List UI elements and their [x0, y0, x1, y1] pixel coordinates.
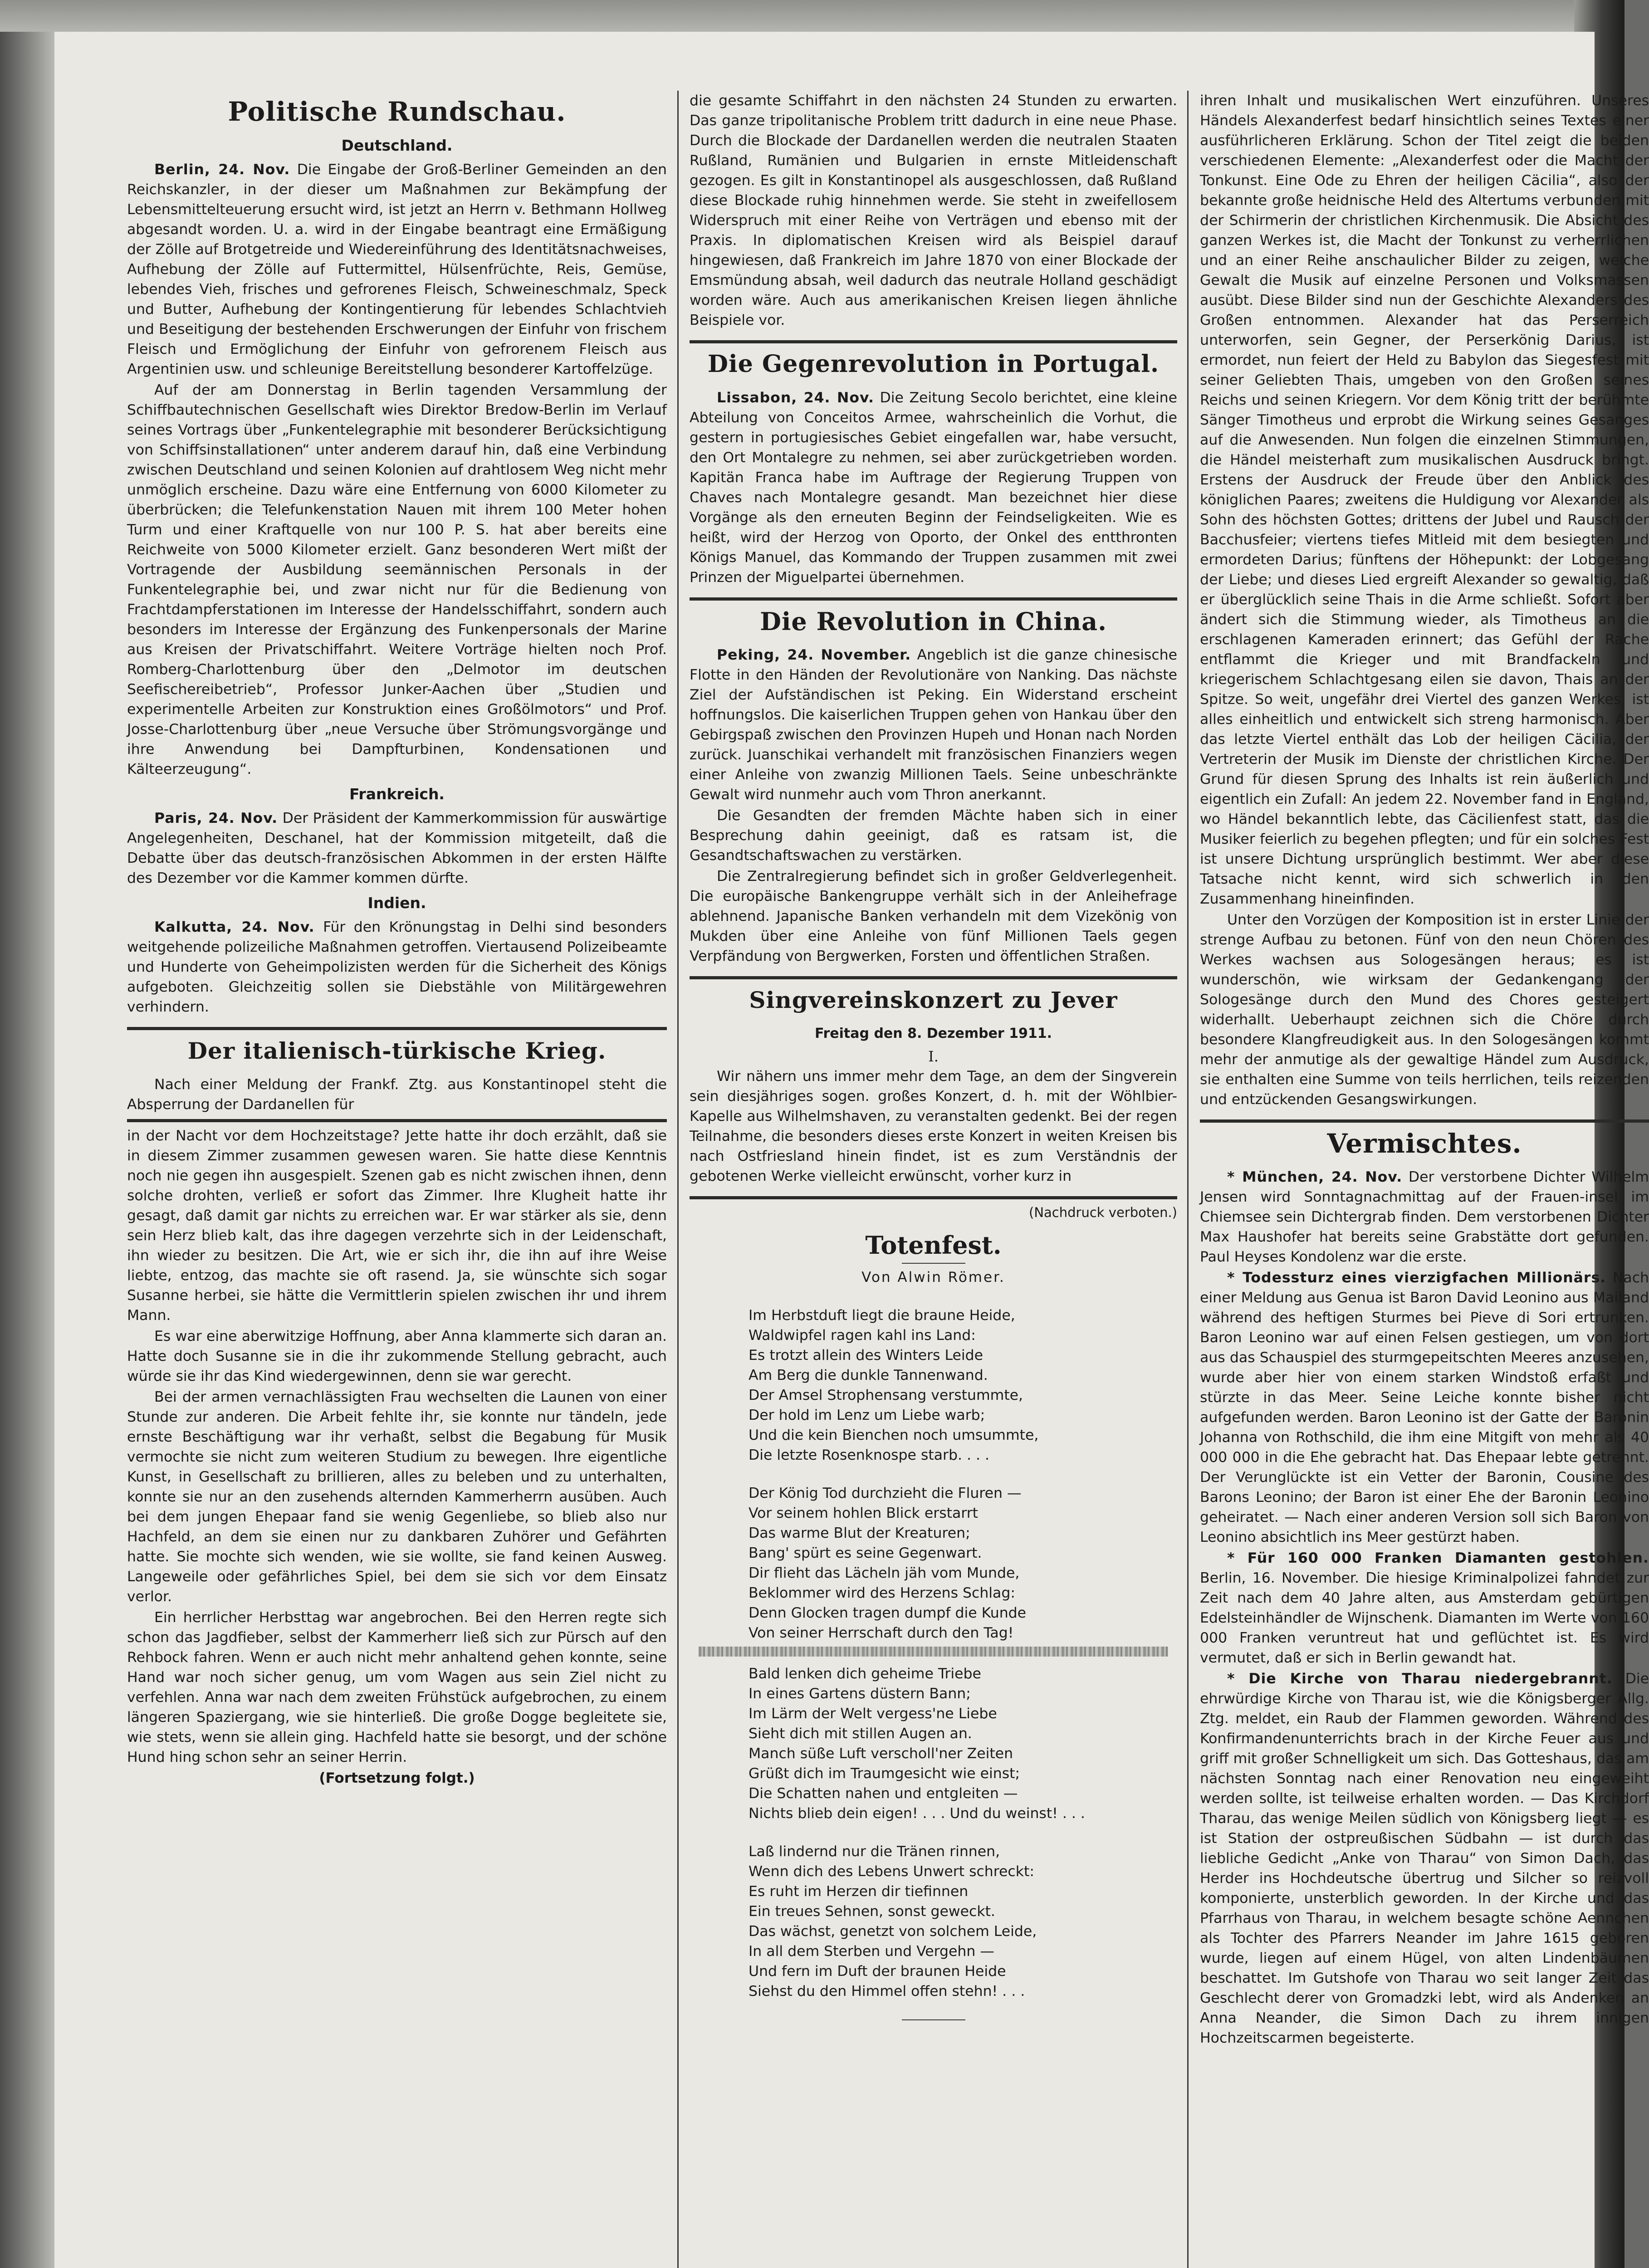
verse-line: Grüßt dich im Traumgesicht wie einst; [749, 1765, 1020, 1782]
news-item [1200, 1167, 1649, 1267]
verse-line: Und fern im Duft der braunen Heide [749, 1963, 1006, 1980]
article-paragraph [127, 160, 667, 379]
paragraph-text: Die ehrwürdige Kirche von Tharau ist, wie die Königsberger Allg. Ztg. meldet, ein Raub der Flammen geworden. Während des Konfirmandenunterrichts brach in der Kirche Feuer aus und griff mit großer Schnelligkeit um sich. Das Gotteshaus, das am nächsten Sonntag nach einer Renovation neu eingeweiht werden sollte, ist teilweise erhalten worden. — Das Kirchdorf Tharau, das wenige Meilen südlich von Königsberg liegt — es ist Station der ostpreußischen Südbahn — ist durch das liebliche Gedicht „Anke von Tharau“ von Simon Dach, das Herder ins Hochdeutsche übertrug und Silcher so reizvoll komponierte, unsterblich geworden. In der Kirche und das Pfarrhaus von Tharau, in welchem besagte schöne Aennchen als Tochter des Pfarrers Neander im Jahre 1615 geboren wurde, liegen auf einem Hügel, von alten Lindenbäumen beschattet. Im Gutshofe von Tharau wo seit langer Zeit das Geschlecht derer von Gromadzki lebt, wird als Andenken an Anna Neander, die Simon Dach zu ihrem innigen Hochzeitscarmen begeisterte. [1200, 1671, 1649, 2046]
continuation-note: (Fortsetzung folgt.) [319, 1770, 475, 1786]
section-rule [690, 597, 1177, 601]
paragraph-text: Der Präsident der Kammerkommission für auswärtige Angelegenheiten, Deschanel, hat der Kommission mitgeteilt, daß die Debatte über das deutsch-französischen Abkommen in der ersten Hälfte des Dezember vor die Kammer kommen dürfte. [127, 810, 667, 886]
verse-line: Im Lärm der Welt vergess'ne Liebe [749, 1706, 997, 1722]
feuilleton-paragraph: Ein herrlicher Herbsttag war angebrochen. Bei den Herren regte sich schon das Jagdfieber, selbst der Kammerherr ließ sich zur Pürsch auf den Rehbock fahren. Wenn er auch nicht mehr anhaltend gehen konnte, seine Hand war noch sicher genug, um vom Wagen aus sein Ziel nicht zu verfehlen. Anna war nach dem zweiten Frühstück aufgebrochen, zu einem längeren Spaziergang, wie sie hinterließ. Die große Dogge begleitete sie, wie stets, wenn sie allein ging. Hachfeld hatte sie besorgt, und der schöne Hund hing schon sehr an seiner Herrin. [127, 1609, 667, 1765]
column-divider [677, 91, 679, 2268]
section-rule [1200, 1119, 1649, 1123]
poem-stanza [749, 1483, 1177, 1643]
newspaper-page [54, 32, 1649, 2268]
column-left [127, 91, 667, 2268]
verse-line: Am Berg die dunkle Tannenwand. [749, 1367, 988, 1383]
verse-line: Denn Glocken tragen dumpf die Kunde [749, 1605, 1027, 1621]
verse-line: Es ruht im Herzen dir tiefinnen [749, 1883, 969, 1900]
scan-edge-left [0, 0, 54, 2268]
verse-line: In eines Gartens düstern Bann; [749, 1686, 971, 1702]
dateline: Berlin, 24. Nov. [154, 161, 290, 178]
feuilleton-rule [127, 1119, 667, 1122]
verse-line: Bald lenken dich geheime Triebe [749, 1666, 981, 1682]
poem-byline: Von Alwin Römer. [861, 1269, 1005, 1286]
verse-line: Vor seinem hohlen Blick erstarrt [749, 1505, 979, 1521]
section-title-china: Die Revolution in China. [760, 607, 1107, 636]
news-item [1200, 1669, 1649, 2048]
verse-line: Der Amsel Strophensang verstummte, [749, 1387, 1023, 1403]
verse-line: Es trotzt allein des Winters Leide [749, 1347, 983, 1364]
article-paragraph: ihren Inhalt und musikalischen Wert einzuführen. Unseres Händels Alexanderfest bedarf hinsichtlich seines Textes einer ausführlicheren Erklärung. Schon der Titel zeigt die beiden verschiedenen Elemente: „Alexanderfest oder die Macht der Tonkunst. Eine Ode zu Ehren der heiligen Cäcilia“, also der bekannte große heidnische Held des Altertums verbunden mit der Schirmerin der christlichen Kirchenmusik. Die Absicht des ganzen Werkes ist, die Macht der Tonkunst zu verherrlichen und an einer Reihe anschaulicher Bilder zu zeigen, welche Gewalt die Musik auf einzelne Personen und Volksmassen ausübt. Diese Bilder sind nun der Geschichte Alexanders des Großen entnommen. Alexander hat das Perserreich unterworfen, sein Gegner, der Perserkönig Darius, ist ermordet, nun feiert der Held zu Babylon das Siegesfest mit seiner Geliebten Thais, umgeben von den Großen seines Reichs und seinen Kriegern. Vor dem König tritt der berühmte Sänger Timotheus und erprobt die Wirkung seines Gesanges auf die Anwesenden. Nun folgen die einzelnen Stimmungen, die Händel meisterhaft zum musikalischen Ausdruck bringt. Erstens der Ausdruck der Freude über den Anblick des königlichen Paares; zweitens die Huldigung vor Alexander als Sohn des höchsten Gottes; drittens der Jubel und Rausch der Bacchusfeier; viertens tiefes Mitleid mit dem besiegten und ermordeten Darius; fünftens der Höhepunkt: der Lobgesang der Liebe; und dieses Lied ergreift Alexander so gewaltig, daß er überglücklich seine Thais in die Arme schließt. Sofort aber ändert sich die Stimmung wieder, als Timotheus an die erschlagenen Kameraden erinnert; das Gefühl der Rache entflammt die Krieger und mit Brandfackeln und kriegerischem Schlachtgesang eilen sie davon, Thais an der Spitze. So weit, ungefähr drei Viertel des ganzen Werkes, ist alles einheitlich und entwickelt sich streng harmonisch. Aber das letzte Viertel enthält das Lob der heiligen Cäcilia, der Vertreterin der Musik im Dienste der christlichen Kirche. Der Grund für diesen Sprung des Inhalts ist rein äußerlich und eigentlich ein Zufall: An jedem 22. November fand in England, wo Händel bekanntlich lebte, das Cäcilienfest statt, das die Musiker feierlich zu begehen pflegten; und für ein solches Fest ist unsere Dichtung ursprünglich bestimmt. Wer aber diese Tatsache nicht kennt, wird sich schwerlich in den Zusammenhang hineinfinden. [1200, 93, 1649, 907]
scan-edge-top [0, 0, 1625, 32]
section-title-rundschau: Politische Rundschau. [228, 96, 566, 127]
dateline: Paris, 24. Nov. [154, 810, 278, 826]
verse-line: Laß lindernd nur die Tränen rinnen, [749, 1843, 1000, 1860]
poem-stanza [749, 1664, 1177, 1823]
article-paragraph [690, 645, 1177, 805]
verse-line: Der König Tod durchzieht die Fluren — [749, 1485, 1022, 1501]
subhead-frankreich: Frankreich. [349, 785, 445, 803]
item-headline: * Todessturz eines vierzigfachen Millionärs. [1227, 1270, 1606, 1286]
paragraph-text: Für den Krönungstag in Delhi sind besonders weitgehende polizeiliche Maßnahmen getroffen. Viertausend Polizeibeamte und Hunderte von Geheimpolizisten werden für die Sicherheit des Königs aufgeboten. Gleichzeitig sollen sie Diebstähle von Militärgewehren verhindern. [127, 919, 667, 1015]
section-rule [690, 976, 1177, 979]
item-headline: * Die Kirche von Tharau niedergebrannt. [1227, 1671, 1613, 1687]
paragraph-text: Angeblich ist die ganze chinesische Flotte in den Händen der Revolutionäre von Nanking. Das nächste Ziel der Aufständischen ist Peking. Ein Widerstand erscheint hoffnungslos. Die kaiserlichen Truppen gehen von Hankau über den Gebirgspaß zwischen den Provinzen Hupeh und Honan nach Norden zurück. Juanschikai verhandelt mit französischen Finanziers wegen einer Anleihe von zwanzig Millionen Taels. Seine unbeschränkte Gewalt wird nunmehr auch vom Thron anerkannt. [690, 647, 1177, 803]
article-paragraph: Unter den Vorzügen der Komposition ist in erster Linie der strenge Aufbau zu betonen. Fünf von den neun Chören des Werkes wachsen aus Sologesängen heraus; es ist wunderschön, wie wirksam der Gedankengang der Sologesänge durch den Mund des Chores gesteigert widerhallt. Ueberhaupt zeichnen sich die Chöre durch besondere Klangfreudigkeit aus. In den Sologesängen kommt mehr der anmutige als der gewaltige Händel zum Ausdruck, sie enthalten eine Summe von teils herrlichen, teils reizenden und entzückenden Gesangswirkungen. [1200, 912, 1649, 1108]
item-headline: * Für 160 000 Franken Diamanten gestohlen. [1227, 1550, 1649, 1566]
section-rule [690, 340, 1177, 343]
verse-line: Ein treues Sehnen, sonst geweckt. [749, 1903, 995, 1920]
print-smudge [699, 1647, 1168, 1657]
section-title-portugal: Die Gegenrevolution in Portugal. [707, 350, 1160, 378]
poem-stanza [749, 1305, 1177, 1465]
dateline: * München, 24. Nov. [1227, 1169, 1403, 1185]
end-rule [902, 2019, 965, 2020]
verse-line: Manch süße Luft verscholl'ner Zeiten [749, 1745, 1013, 1762]
poem-title: Totenfest. [865, 1231, 1002, 1260]
verse-line: Sieht dich mit stillen Augen an. [749, 1725, 972, 1742]
verse-line: Im Herbstduft liegt die braune Heide, [749, 1307, 1015, 1324]
reprint-notice: (Nachdruck verboten.) [1029, 1205, 1177, 1220]
subhead-deutschland: Deutschland. [341, 137, 453, 154]
paragraph-text: Berlin, 16. November. Die hiesige Kriminalpolizei fahndet zur Zeit nach dem 40 Jahre alten, aus Amsterdam gebürtigen Edelsteinhändler de Wijnschenk. Diamanten im Werte von 160 000 Franken veruntreut hat und geflüchtet ist. Es wird vermutet, daß er sich in Berlin gewandt hat. [1200, 1570, 1649, 1666]
feuilleton-rule [690, 1196, 1177, 1199]
verse-line: Dir flieht das Lächeln jäh vom Munde, [749, 1565, 1020, 1581]
article-paragraph: Nach einer Meldung der Frankf. Ztg. aus Konstantinopel steht die Absperrung der Dardanellen für [127, 1076, 667, 1113]
article-paragraph: Die Gesandten der fremden Mächte haben sich in einer Besprechung dahin geeinigt, daß es ratsam ist, die Gesandtschaftswachen zu verstärken. [690, 807, 1177, 864]
verse-line: Der hold im Lenz um Liebe warb; [749, 1407, 985, 1423]
article-paragraph [690, 388, 1177, 587]
verse-line: Wenn dich des Lebens Unwert schreckt: [749, 1863, 1034, 1880]
article-paragraph: Wir nähern uns immer mehr dem Tage, an dem der Singverein sein diesjähriges sogen. großes Konzert, d. h. mit der Wöhlbier-Kapelle aus Wilhelmshaven, zu veranstalten gedenkt. Bei der regen Teilnahme, die besonders dieses erste Konzert in weiten Kreisen bis nach Ostfriesland hinein findet, ist es zum Verständnis der gebotenen Werke vielleicht erwünscht, vorher kurz in [690, 1068, 1177, 1184]
verse-line: Nichts blieb dein eigen! . . . Und du weinst! . . . [749, 1805, 1085, 1822]
dateline: Peking, 24. November. [717, 647, 911, 663]
verse-line: Von seiner Herrschaft durch den Tag! [749, 1625, 1014, 1641]
feuilleton-paragraph: Es war eine aberwitzige Hoffnung, aber Anna klammerte sich daran an. Hatte doch Susanne sie in die ihr zukommende Stellung gebracht, auch würde sie ihr das Kind wiedergewinnen, denn sie war gerecht. [127, 1328, 667, 1384]
verse-line: Waldwipfel ragen kahl ins Land: [749, 1327, 976, 1344]
article-paragraph [127, 917, 667, 1017]
paragraph-text: Die Zeitung Secolo berichtet, eine kleine Abteilung von Conceitos Armee, wahrscheinlich die Vorhut, die gestern in portugiesisches Gebiet eingefallen war, habe versucht, den Ort Montalegre zu nehmen, sei aber zurückgetrieben worden. Kapitän Franca habe im Auftrage der Regierung Truppen von Chaves nach Montalegre gesandt. Man bezeichnet hier diese Vorgänge als den erneuten Beginn der Feindseligkeiten. Wie es heißt, wird der Herzog von Oporto, der Onkel des entthronten Königs Manuel, das Kommando der Truppen zusammen mit zwei Prinzen der Miguelpartei übernehmen. [690, 390, 1178, 586]
subhead-indien: Indien. [367, 894, 426, 912]
section-title-konzert: Singvereinskonzert zu Jever [749, 987, 1118, 1013]
verse-line: Das warme Blut der Kreaturen; [749, 1525, 970, 1541]
verse-line: Die letzte Rosenknospe starb. . . . [749, 1447, 990, 1463]
verse-line: Die Schatten nahen und entgleiten — [749, 1785, 1018, 1802]
paragraph-text: Die Eingabe der Groß-Berliner Gemeinden an den Reichskanzler, in der dieser um Maßnahmen zur Bekämpfung der Lebensmittelteuerung ersucht wird, ist jetzt an Herrn v. Bethmann Hollweg abgesandt worden. U. a. wird in der Eingabe beantragt eine Ermäßigung der Zölle auf Brotgetreide und Wiedereinführung des Identitätsnachweises, Aufhebung der Zölle auf Futtermittel, Hülsenfrüchte, Reis, Gemüse, lebendes Vieh, frisches und gefrorenes Fleisch, Schweineschmalz, Speck und Butter, Aufhebung der Kontingentierung für lebendes Schlachtvieh und Beseitigung der bestehenden Erschwerungen der Einfuhr von frischem Fleisch und Ermöglichung der Einfuhr von gefrorenem Fleisch aus Argentinien usw. und schleunige Bereitstellung besonderer Kartoffelzüge. [127, 161, 667, 377]
verse-line: Bang' spürt es seine Gegenwart. [749, 1545, 982, 1561]
feuilleton-paragraph: Bei der armen vernachlässigten Frau wechselten die Launen von einer Stunde zur anderen. Die Arbeit fehlte ihr, sie konnte nur tändeln, jede ernste Beschäftigung war ihr verhaßt, selbst die Begabung für Musik vermochte sie nicht zum weiteren Studium zu bewegen. Ihre eigentliche Kunst, in Gesellschaft zu brillieren, alles zu beleben und zu unterhalten, konnte sie nur an den zusehends alternden Kammerherrn ausüben. Auch bei dem jungen Ehepaar fand sie wenig Gegenliebe, so blieb also nur Hachfeld, an dem sie einen nur zu dankbaren Zuhörer und Gefährten hatte. Sie mochte sich wenden, wie sie wollte, sie fand keinen Ausweg. Langeweile oder gefährliches Spiel, bei dem sie sich vor dem Einsatz verlor. [127, 1389, 667, 1605]
dateline: Lissabon, 24. Nov. [717, 390, 874, 406]
article-paragraph [127, 808, 667, 888]
article-paragraph: die gesamte Schiffahrt in den nächsten 24 Stunden zu erwarten. Das ganze tripolitanische Problem tritt dadurch in eine neue Phase. Durch die Blockade der Dardanellen werden die neutralen Staaten Rußland, Rumänien und Bulgarien in ernste Mitleidenschaft gezogen. Es gilt in Konstantinopel als ausgeschlossen, daß Rußland diese Blockade ruhig hinnehmen werde. Sie steht in zweifellosem Widerspruch mit einer Reihe von Verträgen und ebenso mit der Praxis. In diplomatischen Kreisen wird als Beispiel darauf hingewiesen, daß Frankreich im Jahre 1870 von einer Blockade der Emsmündung absah, weil dadurch das neutrale Holland geschädigt worden wäre. Auch aus amerikanischen Kreisen liegen ähnliche Beispiele vor. [690, 93, 1177, 328]
section-title-vermischtes: Vermischtes. [1327, 1128, 1522, 1159]
column-divider [1187, 91, 1189, 2268]
section-rule [127, 1027, 667, 1030]
concert-date: Freitag den 8. Dezember 1911. [814, 1026, 1052, 1041]
part-number: I. [928, 1048, 939, 1065]
verse-line: Das wächst, genetzt von solchem Leide, [749, 1923, 1037, 1940]
poem-stanza [749, 1842, 1177, 2001]
news-item [1200, 1548, 1649, 1668]
article-paragraph: Auf der am Donnerstag in Berlin tagenden Versammlung der Schiffbautechnischen Gesellschaft wies Direktor Bredow-Berlin im Verlauf seines Vortrags über „Funkentelegraphie mit besonderer Berücksichtigung von Schiffsinstallationen“ unter anderem darauf hin, daß eine Verbindung zwischen Deutschland und seinen Kolonien auf drahtlosem Weg nicht mehr unmöglich erscheine. Dazu wäre eine Entfernung von 6000 Kilometer zu überbrücken; die Telefunkenstation Nauen mit ihrem 100 Meter hohen Turm und einer Kraftquelle von nur 100 P. S. hat aber bereits eine Reichweite von 5000 Kilometer erzielt. Ganz besonderen Wert mißt der Vortragende der Ausbildung seemännischen Personals in der Funkentelegraphie bei, und zwar nicht nur für die Bedienung von Frachtdampferstationen im Interesse der Handelsschiffahrt, sondern auch besonders im Interesse der Ergänzung des Funkenpersonals der Marine aus Kreisen der Privatschiffahrt. Weitere Vorträge hielten noch Prof. Romberg-Charlottenburg über den „Delmotor im deutschen Seefischereibetrieb“, Professor Junker-Aachen über „Studien und experimentelle Arbeiten zur Konstruktion eines Großölmotors“ und Prof. Josse-Charlottenburg über „neue Versuche über Strömungsvorgänge und ihre Anwendung bei Dampfturbinen, Kondensationen und Kälteerzeugung“. [127, 382, 667, 777]
paragraph-text: Nach einer Meldung aus Genua ist Baron David Leonino aus Mailand während des heftigen Sturmes bei Pieve di Sori ertrunken. Baron Leonino war auf einen Felsen gestiegen, um von dort aus das Schauspiel des sturmgepeitschten Meeres anzusehen, wurde aber hier von einem starken Windstoß erfaßt und stürzte in das Meer. Seine Leiche konnte bisher nicht aufgefunden werden. Baron Leonino ist der Gatte der Baronin Johanna von Rothschild, die ihm eine Mitgift von mehr als 40 000 000 in die Ehe gebracht hat. Das Ehepaar lebte getrennt. Der Verunglückte ist ein Vetter der Baronin, Cousine des Barons Leonino; der Baron ist einer Ehe der Baronin Leonino geheiratet. — Nach einer anderen Version soll sich Baron von Leonino absichtlich ins Meer gestürzt haben. [1200, 1270, 1649, 1545]
section-title-krieg: Der italienisch-türkische Krieg. [187, 1037, 607, 1064]
feuilleton-paragraph: in der Nacht vor dem Hochzeitstage? Jette hatte ihr doch erzählt, daß sie in diesem Zimmer zusammen gewesen waren. Sie hatte diese Kenntnis noch nie gegen ihn ausgespielt. Szenen gab es nicht zwischen ihnen, denn solche drohten, verließ er sofort das Zimmer. Ihre Klugheit hatte ihr gesagt, daß damit gar nichts zu erreichen war. Er war stärker als sie, denn sein Herz blieb kalt, das ihre dagegen verzehrte sich in der Leidenschaft, ihn wieder zu besitzen. Die Art, wie er sich ihr, die ihn auf ihre Weise liebte, entzog, das machte sie oft rasend. Ja, sie wünschte sich sogar Susanne herbei, sie hätte die Vermittlerin spielen zwischen ihr und ihrem Mann. [127, 1128, 667, 1324]
column-middle [690, 91, 1177, 2268]
verse-line: Und die kein Bienchen noch umsummte, [749, 1427, 1039, 1443]
column-right [1200, 91, 1649, 2268]
verse-line: Beklommer wird des Herzens Schlag: [749, 1585, 1015, 1601]
verse-line: Siehst du den Himmel offen stehn! . . . [749, 1983, 1025, 1999]
article-paragraph: Die Zentralregierung befindet sich in großer Geldverlegenheit. Die europäische Bankengruppe verhält sich in der Anleihefrage ablehnend. Japanische Banken verhandeln mit dem Vizekönig von Mukden über eine Anleihe von fünf Millionen Taels gegen Verpfändung von Bergwerken, Forsten und öffentlichen Straßen. [690, 868, 1177, 964]
paragraph-text: Der verstorbene Dichter Wilhelm Jensen wird Sonntagnachmittag auf der Frauen-insel im Chiemsee sein Dichtergrab finden. Dem verstorbenen Dichter Max Haushofer hat bereits seine Grabstätte dort gefunden. Paul Heyses Kondolenz war die erste. [1200, 1169, 1649, 1265]
dateline: Kalkutta, 24. Nov. [154, 919, 315, 935]
verse-line: In all dem Sterben und Vergehn — [749, 1943, 994, 1960]
news-item [1200, 1268, 1649, 1547]
title-underline [902, 1263, 965, 1264]
